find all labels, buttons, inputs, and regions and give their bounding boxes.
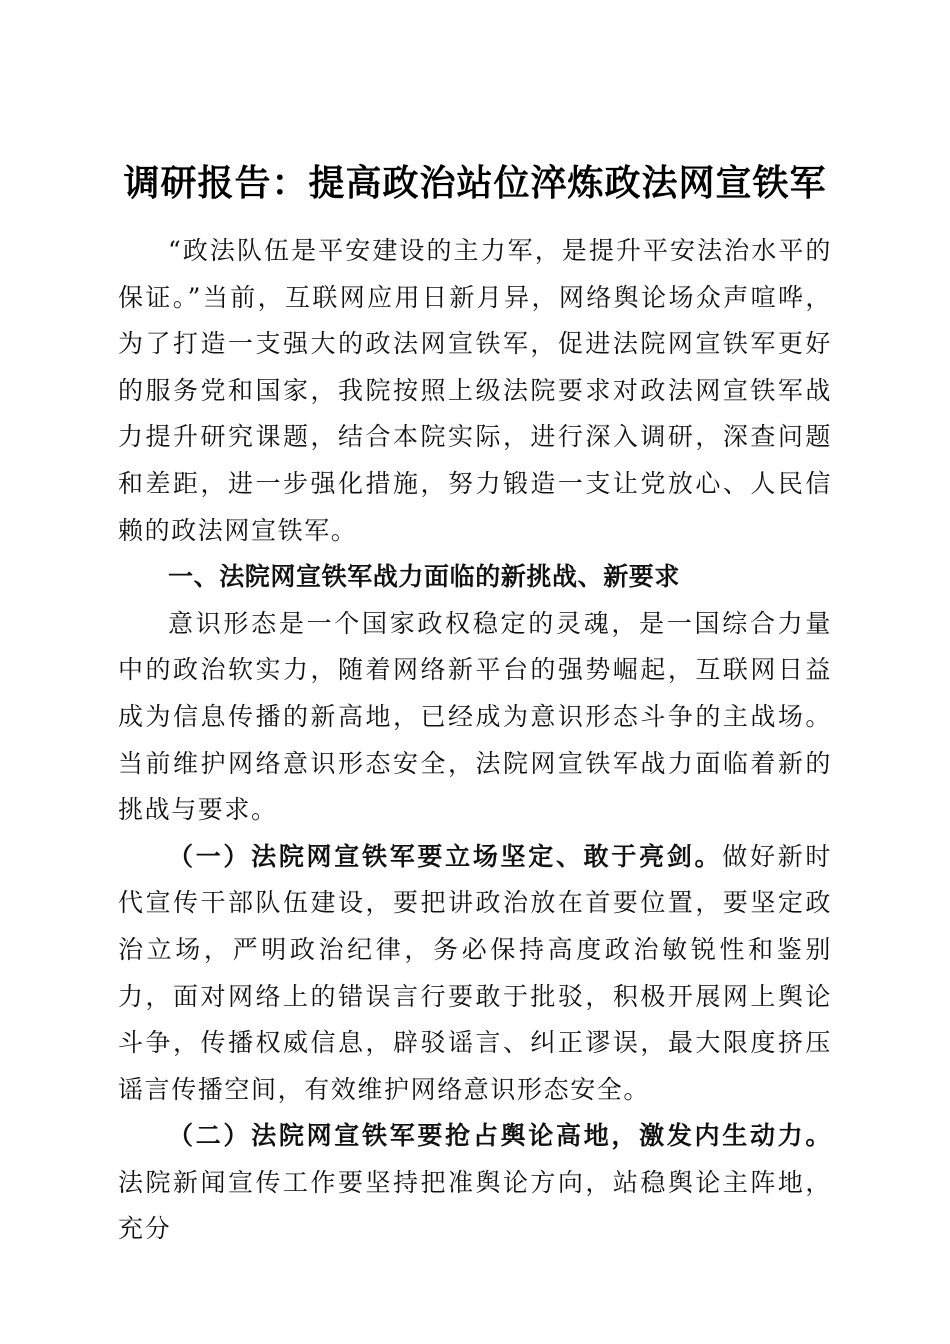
subsection-body: 做好新时代宣传干部队伍建设，要把讲政治放在首要位置，要坚定政治立场，严明政治纪律，务必保持高度政治敏锐性和鉴别力，面对网络上的错误言行要敢于批驳，积极开展网上舆论斗争，传播权威信息，辟驳谣言、纠正谬误，最大限度挤压谣言传播空间，有效维护网络意识形态安全。: [118, 841, 832, 1104]
subsection-heading: （一）法院网宣铁军要立场坚定、敢于亮剑。: [168, 841, 723, 871]
subsection-paragraph: [118, 1113, 832, 1253]
intro-paragraph: “政法队伍是平安建设的主力军，是提升平安法治水平的保证。”当前，互联网应用日新月异，网络舆论场众声喧哗，为了打造一支强大的政法网宣铁军，促进法院网宣铁军更好的服务党和国家，我院按照上级法院要求对政法网宣铁军战力提升研究课题，结合本院实际，进行深入调研，深查问题和差距，进一步强化措施，努力锻造一支让党放心、人民信赖的政法网宣铁军。: [118, 236, 832, 545]
subsection-paragraph: [118, 834, 832, 1114]
section-paragraph: 意识形态是一个国家政权稳定的灵魂，是一国综合力量中的政治软实力，随着网络新平台的强势崛起，互联网日益成为信息传播的新高地，已经成为意识形态斗争的主战场。当前维护网络意识形态安全，法院网宣铁军战力面临着新的挑战与要求。: [118, 608, 832, 825]
document-title: 调研报告：提高政治站位淬炼政法网宣铁军: [123, 162, 827, 205]
section-heading: 一、法院网宣铁军战力面临的新挑战、新要求: [168, 562, 681, 592]
document-body: [118, 228, 832, 1253]
subsection-body: 法院新闻宣传工作要坚持把准舆论方向，站稳舆论主阵地，充分: [118, 1167, 832, 1244]
subsection-heading: （二）法院网宣铁军要抢占舆论高地，激发内生动力。: [168, 1121, 832, 1151]
